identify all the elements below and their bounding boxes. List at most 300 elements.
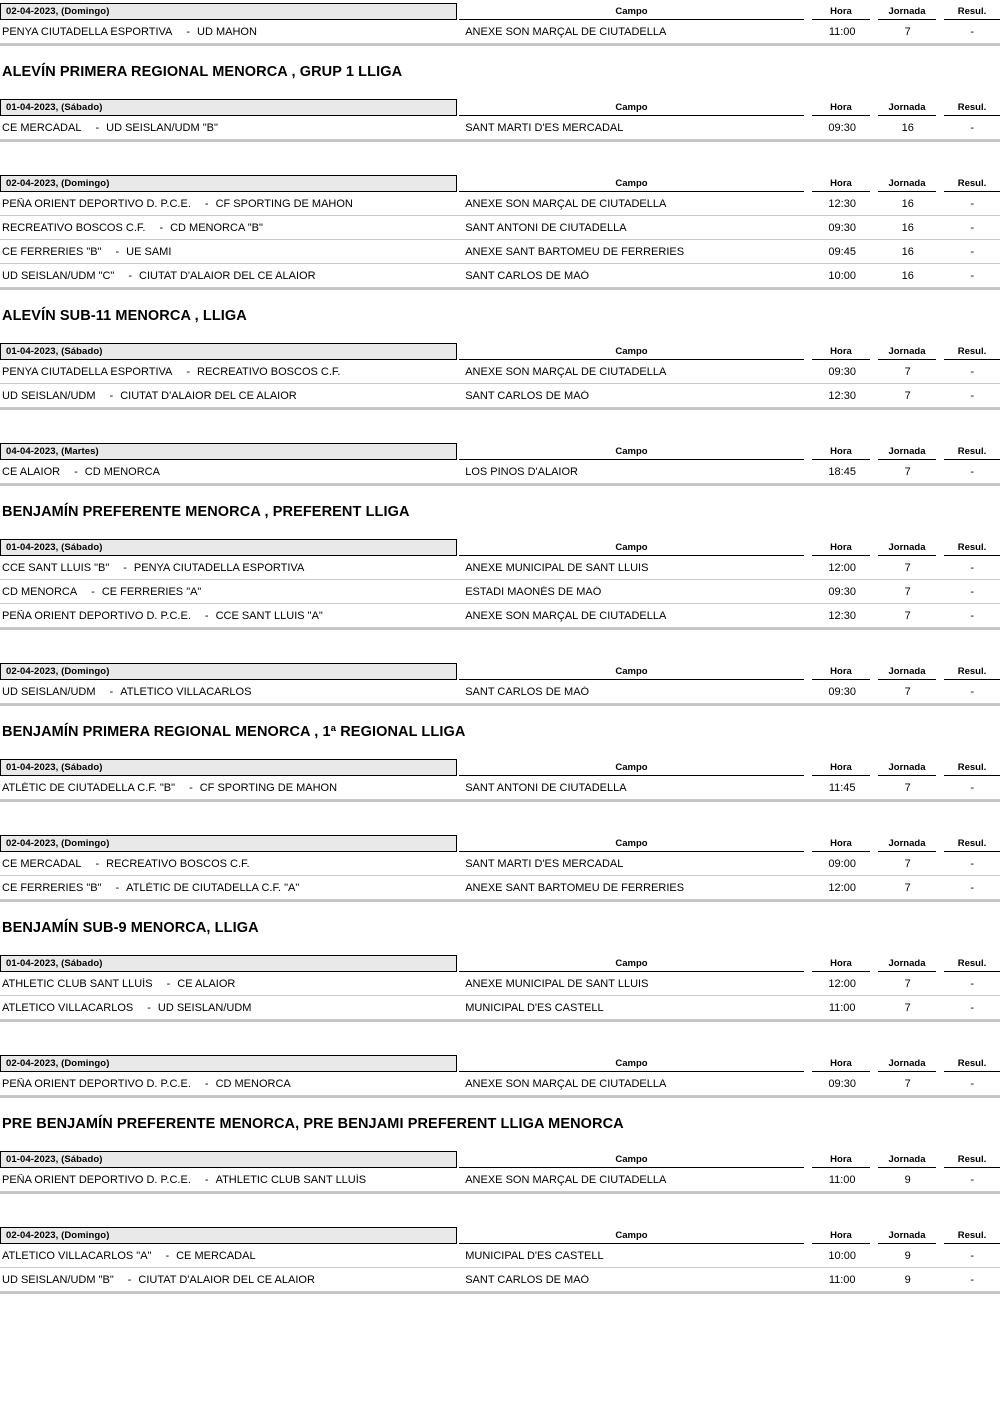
match-resul: - [970,1001,975,1014]
match-teams [0,222,461,234]
match-jornada: 16 [901,269,914,282]
versus-separator: - [115,245,120,258]
table-row [0,384,1000,408]
table-row [0,192,1000,216]
table-row [0,360,1000,384]
match-hora: 09:30 [828,685,856,698]
table-row [0,604,1000,628]
spacer [0,410,1000,440]
date-header: 01-04-2023, (Sábado) [0,955,457,972]
match-jornada: 7 [904,977,911,990]
team-visitor: RECREATIVO BOSCOS C.F. [197,365,341,378]
date-header: 02-04-2023, (Domingo) [0,663,457,680]
block-end-rule [0,800,1000,802]
column-header-jornada: Jornada [878,178,936,192]
team-local: UD SEISLAN/UDM "B" [2,1273,114,1286]
match-campo: ANEXE SON MARÇAL DE CIUTADELLA [465,365,667,378]
match-campo: SANT ANTONI DE CIUTADELLA [465,221,627,234]
versus-separator: - [95,857,100,870]
team-local: ATLETICO VILLACARLOS "A" [2,1249,152,1262]
table-row [0,460,1000,484]
match-teams [0,198,461,210]
table-row [0,876,1000,900]
versus-separator: - [95,121,100,134]
table-row [0,852,1000,876]
team-local: RECREATIVO BOSCOS C.F. [2,221,146,234]
match-campo: ANEXE SON MARÇAL DE CIUTADELLA [465,25,667,38]
team-visitor: CF SPORTING DE MAHON [215,197,353,210]
match-campo: MUNICIPAL D'ES CASTELL [465,1249,604,1262]
column-header-resul: Resul. [944,542,1000,556]
date-header: 01-04-2023, (Sábado) [0,1151,457,1168]
column-headers [457,443,1000,460]
spacer [0,740,1000,756]
day-header [0,536,1000,556]
spacer [0,80,1000,96]
match-teams [0,882,461,894]
column-header-hora: Hora [812,1058,870,1072]
column-headers [457,759,1000,776]
match-hora: 10:00 [828,269,856,282]
day-header [0,172,1000,192]
date-header: 02-04-2023, (Domingo) [0,175,457,192]
table-row [0,556,1000,580]
day-header [0,1224,1000,1244]
versus-separator: - [204,609,209,622]
day-block [0,536,1000,630]
match-teams [0,122,461,134]
team-local: CD MENORCA [2,585,78,598]
match-hora: 09:30 [828,1077,856,1090]
column-header-jornada: Jornada [878,6,936,20]
spacer [0,706,1000,724]
column-header-jornada: Jornada [878,102,936,116]
block-end-rule [0,44,1000,46]
versus-separator: - [74,465,78,478]
day-header [0,660,1000,680]
match-resul: - [970,121,975,134]
team-visitor: CE MERCADAL [176,1249,256,1262]
column-header-jornada: Jornada [878,1154,936,1168]
day-header [0,1148,1000,1168]
match-teams [0,858,461,870]
versus-separator: - [204,1077,209,1090]
match-resul: - [970,389,975,402]
versus-separator: - [91,585,95,598]
column-header-campo: Campo [459,6,804,20]
match-resul: - [970,365,975,378]
team-local: PEÑA ORIENT DEPORTIVO D. P.C.E. [2,609,191,622]
column-header-campo: Campo [459,346,804,360]
day-header [0,96,1000,116]
match-resul: - [970,609,975,622]
match-resul: - [970,1249,975,1262]
day-block [0,756,1000,802]
versus-separator: - [204,1173,209,1186]
block-end-rule [0,1020,1000,1022]
team-visitor: CD MENORCA "B" [170,221,263,234]
match-jornada: 9 [904,1273,911,1286]
match-hora: 12:00 [828,561,856,574]
match-hora: 12:00 [828,977,856,990]
match-campo: ANEXE SON MARÇAL DE CIUTADELLA [465,1173,667,1186]
team-local: UD SEISLAN/UDM [2,685,96,698]
match-hora: 09:45 [828,245,856,258]
match-hora: 11:00 [828,25,856,38]
table-row [0,240,1000,264]
team-local: CE ALAIOR [2,465,61,478]
table-row [0,580,1000,604]
match-jornada: 7 [904,465,911,478]
match-campo: SANT MARTI D'ES MERCADAL [465,857,624,870]
date-header: 01-04-2023, (Sábado) [0,343,457,360]
match-resul: - [970,269,975,282]
competition-heading: BENJAMÍN SUB-9 MENORCA, LLIGA [2,920,259,936]
match-hora: 11:45 [828,781,856,794]
date-header: 02-04-2023, (Domingo) [0,835,457,852]
spacer [0,1132,1000,1148]
match-teams [0,978,461,990]
column-header-campo: Campo [459,958,804,972]
column-header-campo: Campo [459,178,804,192]
versus-separator: - [204,197,209,210]
match-resul: - [970,1273,975,1286]
versus-separator: - [128,269,132,282]
spacer [0,1098,1000,1116]
column-header-campo: Campo [459,762,804,776]
team-local: UD SEISLAN/UDM "C" [2,269,115,282]
match-jornada: 9 [904,1249,911,1262]
competition-heading: BENJAMÍN PRIMERA REGIONAL MENORCA , 1ª REGIONAL LLIGA [2,724,466,740]
date-header: 04-04-2023, (Martes) [0,443,457,460]
day-block [0,340,1000,410]
team-visitor: UD SEISLAN/UDM [157,1001,252,1014]
match-jornada: 7 [904,781,911,794]
team-local: UD SEISLAN/UDM [2,389,96,402]
column-header-jornada: Jornada [878,958,936,972]
column-header-campo: Campo [459,1058,804,1072]
match-resul: - [970,857,975,870]
versus-separator: - [147,1001,151,1014]
match-teams [0,1274,461,1286]
spacer [0,1022,1000,1052]
block-end-rule [0,140,1000,142]
spacer [0,324,1000,340]
match-hora: 12:30 [828,389,856,402]
column-headers [457,835,1000,852]
block-end-rule [0,288,1000,290]
team-visitor: CIUTAT D'ALAIOR DEL CE ALAIOR [139,269,316,282]
team-visitor: CF SPORTING DE MAHON [199,781,338,794]
match-resul: - [970,685,975,698]
column-header-resul: Resul. [944,6,1000,20]
team-local: PEÑA ORIENT DEPORTIVO D. P.C.E. [2,1077,191,1090]
day-block [0,1052,1000,1098]
table-row [0,1072,1000,1096]
block-end-rule [0,1292,1000,1294]
table-row [0,116,1000,140]
team-visitor: CD MENORCA [84,465,160,478]
spacer [0,290,1000,308]
day-header [0,756,1000,776]
column-header-hora: Hora [812,1230,870,1244]
column-headers [457,343,1000,360]
column-header-jornada: Jornada [878,762,936,776]
match-campo: MUNICIPAL D'ES CASTELL [465,1001,604,1014]
team-local: PEÑA ORIENT DEPORTIVO D. P.C.E. [2,197,191,210]
match-jornada: 7 [904,857,911,870]
day-block [0,0,1000,46]
column-header-hora: Hora [812,178,870,192]
match-jornada: 7 [904,561,911,574]
table-row [0,264,1000,288]
versus-separator: - [109,389,114,402]
match-jornada: 7 [904,685,911,698]
match-campo: SANT CARLOS DE MAÓ [465,269,590,282]
column-headers [457,539,1000,556]
match-jornada: 16 [901,245,914,258]
table-row [0,996,1000,1020]
column-header-resul: Resul. [944,102,1000,116]
match-campo: ANEXE SANT BARTOMEU DE FERRERIES [465,881,685,894]
column-header-resul: Resul. [944,1154,1000,1168]
spacer [0,802,1000,832]
versus-separator: - [165,1249,170,1262]
table-row [0,216,1000,240]
match-hora: 11:00 [828,1273,856,1286]
match-hora: 12:00 [828,881,856,894]
column-header-jornada: Jornada [878,346,936,360]
column-header-hora: Hora [812,6,870,20]
competition-heading: ALEVÍN PRIMERA REGIONAL MENORCA , GRUP 1 LLIGA [2,64,403,80]
column-header-jornada: Jornada [878,446,936,460]
column-header-campo: Campo [459,1230,804,1244]
team-visitor: CIUTAT D'ALAIOR DEL CE ALAIOR [120,389,297,402]
match-campo: ANEXE SON MARÇAL DE CIUTADELLA [465,197,667,210]
match-resul: - [970,465,975,478]
column-header-hora: Hora [812,542,870,556]
match-campo: SANT ANTONI DE CIUTADELLA [465,781,627,794]
spacer [0,936,1000,952]
day-header [0,340,1000,360]
column-headers [457,175,1000,192]
spacer [0,142,1000,172]
match-campo: ANEXE SON MARÇAL DE CIUTADELLA [465,609,667,622]
match-teams [0,466,461,478]
column-headers [457,955,1000,972]
match-hora: 11:00 [828,1001,856,1014]
table-row [0,20,1000,44]
spacer [0,520,1000,536]
match-campo: ANEXE SON MARÇAL DE CIUTADELLA [465,1077,667,1090]
match-campo: ESTADI MAONÉS DE MAÓ [465,585,602,598]
column-header-resul: Resul. [944,1058,1000,1072]
versus-separator: - [186,25,191,38]
day-block [0,96,1000,142]
block-end-rule [0,1192,1000,1194]
match-hora: 12:30 [828,609,856,622]
versus-separator: - [127,1273,132,1286]
match-jornada: 7 [904,25,911,38]
spacer [0,630,1000,660]
day-header [0,0,1000,20]
match-resul: - [970,221,975,234]
team-visitor: CD MENORCA [215,1077,291,1090]
match-campo: SANT MARTI D'ES MERCADAL [465,121,624,134]
team-visitor: ATHLETIC CLUB SANT LLUÍS [215,1173,367,1186]
match-jornada: 16 [901,121,914,134]
date-header: 02-04-2023, (Domingo) [0,1055,457,1072]
match-teams [0,610,461,622]
column-header-hora: Hora [812,958,870,972]
match-jornada: 7 [904,881,911,894]
team-local: ATLÉTIC DE CIUTADELLA C.F. "B" [2,781,176,794]
match-resul: - [970,977,975,990]
team-visitor: PENYA CIUTADELLA ESPORTIVA [133,561,305,574]
versus-separator: - [109,685,114,698]
day-block [0,440,1000,486]
versus-separator: - [159,221,164,234]
column-header-campo: Campo [459,666,804,680]
table-row [0,680,1000,704]
match-teams [0,390,461,402]
match-teams [0,26,461,38]
column-header-hora: Hora [812,838,870,852]
day-header [0,440,1000,460]
column-header-hora: Hora [812,666,870,680]
team-visitor: UD MAHON [197,25,257,38]
team-local: ATHLETIC CLUB SANT LLUÍS [2,977,153,990]
day-block [0,952,1000,1022]
day-header [0,952,1000,972]
match-resul: - [970,561,975,574]
block-end-rule [0,408,1000,410]
match-resul: - [970,245,975,258]
column-headers [457,1055,1000,1072]
match-jornada: 7 [904,609,911,622]
match-hora: 18:45 [828,465,856,478]
match-hora: 09:30 [828,121,856,134]
match-hora: 10:00 [828,1249,856,1262]
versus-separator: - [123,561,127,574]
match-teams [0,1078,461,1090]
match-resul: - [970,197,975,210]
match-jornada: 7 [904,1077,911,1090]
block-end-rule [0,484,1000,486]
column-header-resul: Resul. [944,1230,1000,1244]
column-header-hora: Hora [812,346,870,360]
column-header-jornada: Jornada [878,542,936,556]
team-visitor: CIUTAT D'ALAIOR DEL CE ALAIOR [138,1273,315,1286]
day-block [0,832,1000,902]
match-campo: ANEXE MUNICIPAL DE SANT LLUIS [465,561,649,574]
table-row [0,776,1000,800]
match-resul: - [970,1077,975,1090]
match-hora: 09:30 [828,221,856,234]
match-jornada: 16 [901,221,914,234]
match-teams [0,686,461,698]
match-teams [0,586,461,598]
spacer [0,486,1000,504]
team-local: CE FERRERIES "B" [2,881,102,894]
date-header: 02-04-2023, (Domingo) [0,1227,457,1244]
match-resul: - [970,25,975,38]
team-local: PENYA CIUTADELLA ESPORTIVA [2,365,173,378]
day-header [0,1052,1000,1072]
match-resul: - [970,1173,975,1186]
match-teams [0,270,461,282]
match-campo: SANT CARLOS DE MAÓ [465,685,590,698]
column-header-jornada: Jornada [878,1230,936,1244]
match-jornada: 16 [901,197,914,210]
block-end-rule [0,900,1000,902]
column-header-campo: Campo [459,838,804,852]
column-header-resul: Resul. [944,958,1000,972]
column-header-hora: Hora [812,762,870,776]
team-local: CE FERRERIES "B" [2,245,102,258]
team-local: PEÑA ORIENT DEPORTIVO D. P.C.E. [2,1173,191,1186]
date-header: 02-04-2023, (Domingo) [0,3,457,20]
team-local: ATLETICO VILLACARLOS [2,1001,134,1014]
block-end-rule [0,704,1000,706]
match-hora: 09:00 [828,857,856,870]
column-header-hora: Hora [812,446,870,460]
team-visitor: RECREATIVO BOSCOS C.F. [106,857,250,870]
table-row [0,1168,1000,1192]
block-end-rule [0,1096,1000,1098]
block-end-rule [0,628,1000,630]
day-block [0,1224,1000,1294]
table-row [0,972,1000,996]
match-teams [0,562,461,574]
column-headers [457,99,1000,116]
competition-heading: BENJAMÍN PREFERENTE MENORCA , PREFERENT LLIGA [2,504,410,520]
match-teams [0,1002,461,1014]
column-header-campo: Campo [459,542,804,556]
spacer [0,902,1000,920]
match-jornada: 7 [904,585,911,598]
match-teams [0,782,461,794]
column-headers [457,1151,1000,1168]
team-local: PENYA CIUTADELLA ESPORTIVA [2,25,173,38]
date-header: 01-04-2023, (Sábado) [0,759,457,776]
spacer [0,1194,1000,1224]
match-jornada: 7 [904,389,911,402]
match-resul: - [970,585,975,598]
versus-separator: - [186,365,191,378]
date-header: 01-04-2023, (Sábado) [0,539,457,556]
match-campo: SANT CARLOS DE MAÓ [465,389,590,402]
team-visitor: CE ALAIOR [177,977,236,990]
spacer [0,46,1000,64]
team-local: CCE SANT LLUIS "B" [2,561,110,574]
column-header-campo: Campo [459,446,804,460]
versus-separator: - [115,881,120,894]
match-campo: ANEXE MUNICIPAL DE SANT LLUIS [465,977,649,990]
team-visitor: CE FERRERIES "A" [101,585,202,598]
column-header-hora: Hora [812,102,870,116]
match-resul: - [970,781,975,794]
match-teams [0,366,461,378]
column-header-resul: Resul. [944,666,1000,680]
column-header-jornada: Jornada [878,666,936,680]
match-jornada: 9 [904,1173,911,1186]
day-block [0,1148,1000,1194]
match-teams [0,246,461,258]
day-block [0,660,1000,706]
day-header [0,832,1000,852]
team-local: CE MERCADAL [2,121,82,134]
